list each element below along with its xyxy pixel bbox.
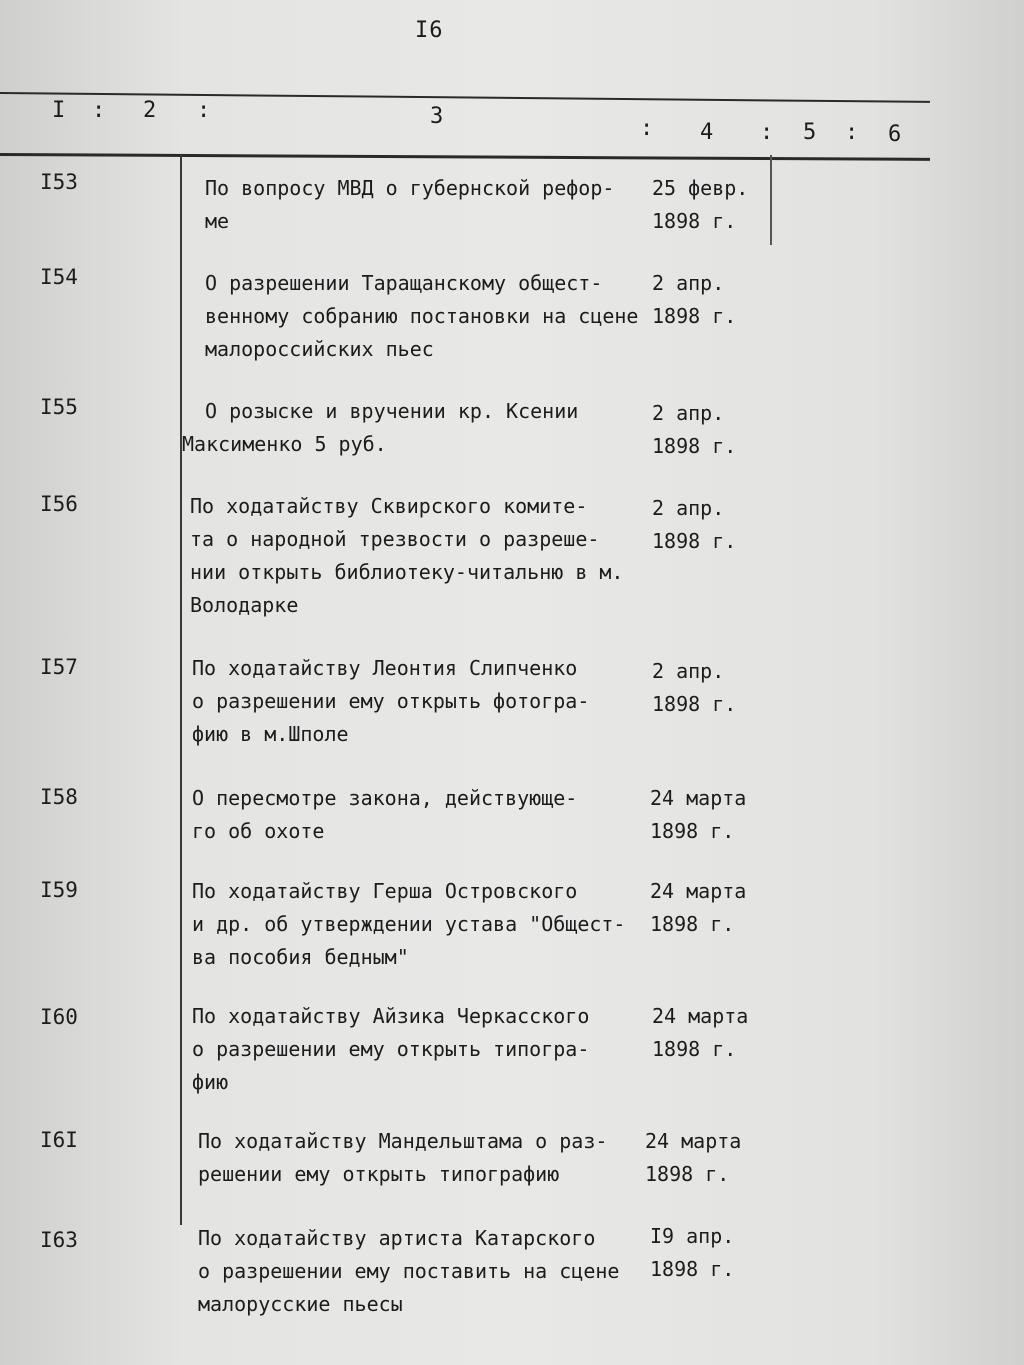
entry-description: О розыске и вручении кр. Ксении Максименко 5 руб. — [182, 399, 579, 456]
page-number: I6 — [415, 18, 444, 43]
column-header-6: 6 — [888, 122, 902, 147]
entry-number: I53 — [40, 170, 78, 194]
column-header-4: 4 — [700, 120, 714, 145]
entry-description: По ходатайству артиста Катарского о разрешении ему поставить на сцене малорусские пьесы — [198, 1226, 620, 1316]
column-divider — [180, 155, 182, 1225]
entry-number: I6I — [40, 1128, 78, 1152]
column-separator: : — [197, 98, 211, 123]
entry-description: О пересмотре закона, действующе- го об охоте — [192, 786, 578, 843]
column-header-3: 3 — [430, 104, 444, 129]
column-header-1: I — [52, 98, 66, 123]
entry-date: 2 апр. 1898 г. — [652, 401, 737, 458]
entry-description: О разрешении Таращанскому общест- венному собранию постановки на сцене малороссийских пьес — [205, 271, 639, 361]
header-top-rule — [0, 92, 930, 103]
entry-number: I56 — [40, 492, 78, 516]
column-separator: : — [845, 120, 859, 145]
entry-date: 2 апр. 1898 г. — [652, 271, 737, 328]
entry-number: I59 — [40, 878, 78, 902]
entry-description: По ходатайству Леонтия Слипченко о разрешении ему открыть фотогра- фию в м.Шполе — [192, 656, 590, 746]
column-separator: : — [640, 116, 654, 141]
entry-date: 24 марта 1898 г. — [652, 1004, 749, 1061]
entry-description: По ходатайству Мандельштама о раз- решении ему открыть типографию — [198, 1129, 608, 1186]
entry-number: I57 — [40, 655, 78, 679]
entry-date: 2 апр. 1898 г. — [652, 496, 737, 553]
entry-date: 24 марта 1898 г. — [650, 879, 747, 936]
header-bottom-rule — [0, 153, 930, 161]
entry-number: I60 — [40, 1005, 78, 1029]
entry-number: I55 — [40, 395, 78, 419]
entry-number: I54 — [40, 265, 78, 289]
entry-date: 24 марта 1898 г. — [650, 786, 747, 843]
entry-date: 2 апр. 1898 г. — [652, 659, 737, 716]
column-separator: : — [760, 120, 774, 145]
entry-date: I9 апр. 1898 г. — [650, 1224, 735, 1281]
column-divider — [770, 155, 772, 245]
column-header-2: 2 — [143, 98, 157, 123]
entry-number: I63 — [40, 1228, 78, 1252]
entry-description: По ходатайству Айзика Черкасского о разрешении ему открыть типогра- фию — [192, 1004, 590, 1094]
entry-date: 24 марта 1898 г. — [645, 1129, 742, 1186]
entry-description: По вопросу МВД о губернской рефор- ме — [205, 176, 615, 233]
entry-number: I58 — [40, 785, 78, 809]
entry-description: По ходатайству Сквирского комите- та о народной трезвости о разреше- нии открыть библиотеку-читальню в м. Володарке — [190, 494, 624, 617]
entry-description: По ходатайству Герша Островского и др. об утверждении устава "Общест- ва пособия бедным" — [192, 879, 626, 969]
entry-date: 25 февр. 1898 г. — [652, 176, 749, 233]
column-header-5: 5 — [803, 120, 817, 145]
column-separator: : — [92, 98, 106, 123]
